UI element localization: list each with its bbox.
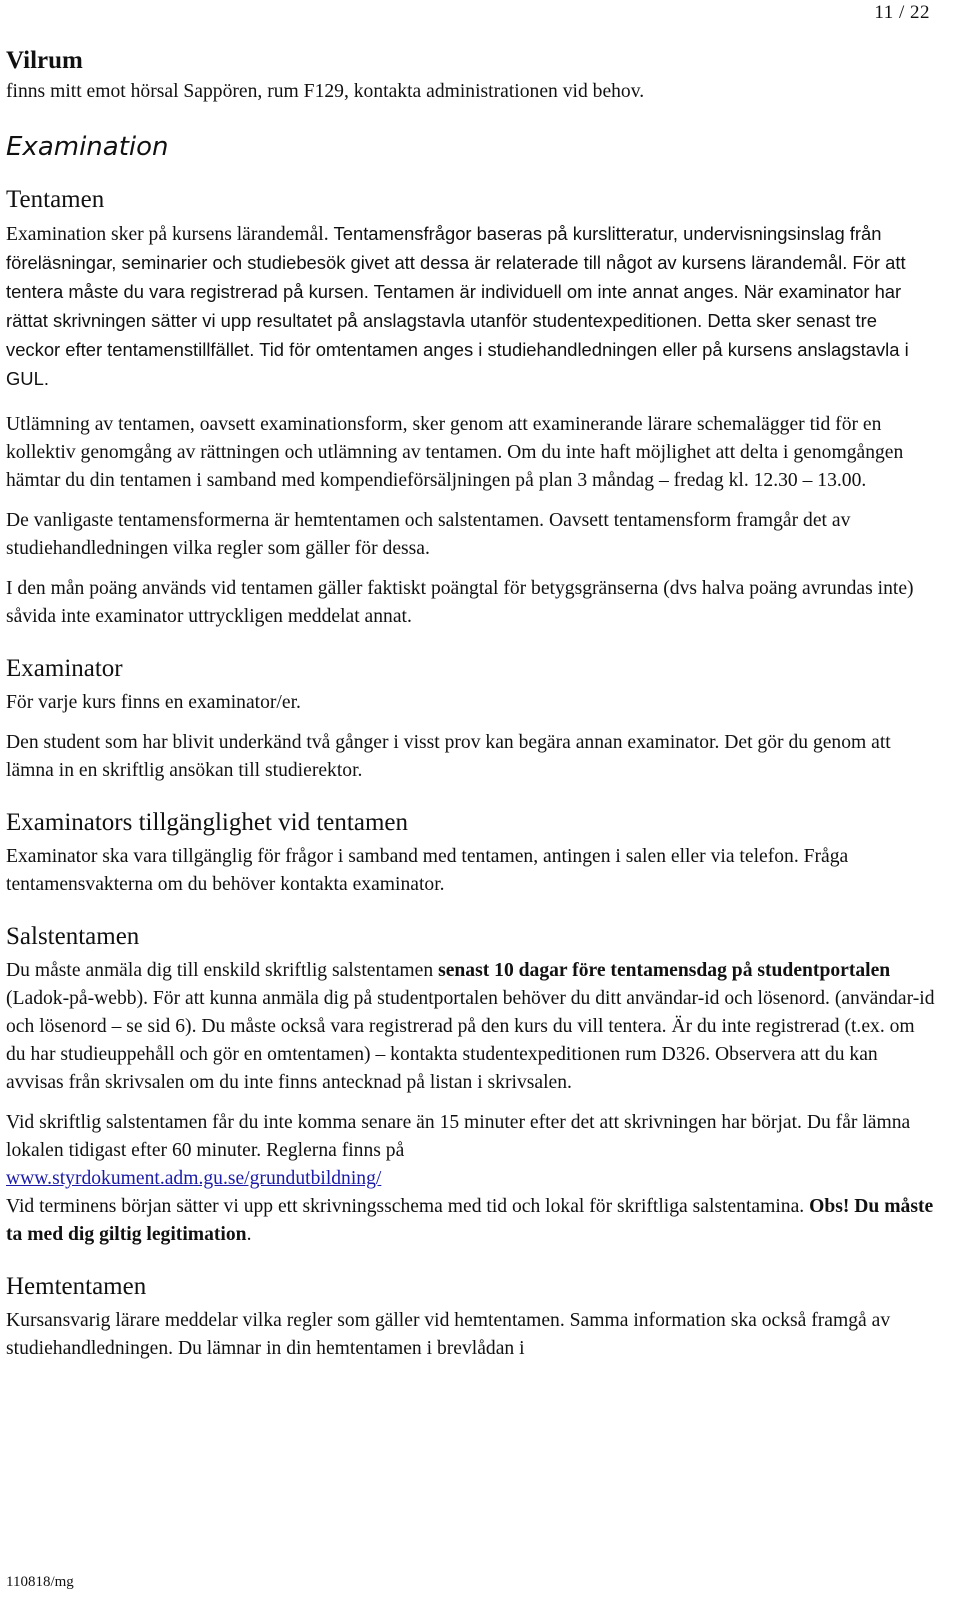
paragraph-hemtentamen: Kursansvarig lärare meddelar vilka regler som gäller vid hemtentamen. Samma information ska också framgå av studiehandledningen. Du lämnar in din hemtentamen i brevlådan i	[6, 1310, 891, 1359]
link-styrdokument[interactable]: www.styrdokument.adm.gu.se/grundutbildning/	[6, 1168, 382, 1189]
heading-tillganglighet: Examinators tillgänglighet vid tentamen	[6, 809, 408, 836]
text-segment: Vid terminens början sätter vi upp ett skrivningsschema med tid och lokal för skriftliga salstentamina.	[6, 1196, 810, 1217]
section-examinator	[6, 653, 936, 785]
paragraph-tentamen-3: De vanligaste tentamensformerna är hemtentamen och salstentamen. Oavsett tentamensform framgår det av studiehandledningen vilka regler som gäller för dessa.	[6, 510, 851, 559]
paragraph-examinator-1: För varje kurs finns en examinator/er.	[6, 692, 301, 713]
text-segment: Tentamensfrågor baseras på kurslitteratur, undervisningsinslag från föreläsningar, seminarier och studiebesök givet att dessa är relaterade till något av kursens lärandemål. För att tentera måste du vara registrerad på kursen. Tentamen är individuell om inte annat anges. När examinator har rättat skrivningen sätter vi upp resultatet på anslagstavla utanför studentexpeditionen. Detta sker senast tre veckor efter tentamenstillfället. Tid för omtentamen anges i studiehandledningen eller på kursens anslagstavla i GUL.	[6, 223, 909, 389]
paragraph-tentamen-4: I den mån poäng används vid tentamen gäller faktiskt poängtal för betygsgränserna (dvs halva poäng avrundas inte) såvida inte examinator uttryckligen meddelat annat.	[6, 578, 914, 627]
document-body	[6, 44, 936, 1363]
page-number: 11 / 22	[874, 2, 930, 23]
footer-code: 110818/mg	[6, 1574, 74, 1590]
text-segment: Examination sker på kursens lärandemål.	[6, 224, 334, 245]
paragraph-salstentamen-1	[6, 957, 936, 1097]
paragraph-examinator-2: Den student som har blivit underkänd två gånger i visst prov kan begära annan examinator. Det gör du genom att lämna in en skriftlig ansökan till studierektor.	[6, 732, 891, 781]
section-tillganglighet	[6, 807, 936, 899]
paragraph-tillganglighet: Examinator ska vara tillgänglig för frågor i samband med tentamen, antingen i salen eller via telefon. Fråga tentamensvakterna om du behöver kontakta examinator.	[6, 846, 849, 895]
text-segment: .	[246, 1224, 252, 1245]
text-segment: Du måste anmäla dig till enskild skriftlig salstentamen	[6, 960, 439, 981]
heading-examinator: Examinator	[6, 655, 123, 682]
text-segment: (Ladok-på-webb). För att kunna anmäla dig på studentportalen behöver du ditt användar-id och lösenord. (användar-id och lösenord – se sid 6). Du måste också vara registrerad på den kurs du vill tentera. Är du inte registrerad (t.ex. om du har studieuppehåll och gör en omtentamen) – kontakta studentexpeditionen rum D326. Observera att du kan avvisas från skrivsalen om du inte finns antecknad på listan i skrivsalen.	[6, 988, 935, 1093]
paragraph-vilrum: finns mitt emot hörsal Sappören, rum F129, kontakta administrationen vid behov.	[6, 81, 645, 102]
emphasis-legitimation: Obs! Du måste ta med dig giltig legitimation	[6, 1196, 934, 1245]
text-segment: Vid skriftlig salstentamen får du inte komma senare än 15 minuter efter det att skrivningen har börjat. Du får lämna lokalen tidigast efter 60 minuter. Reglerna finns på	[6, 1112, 911, 1161]
section-vilrum	[6, 44, 936, 106]
section-tentamen	[6, 184, 936, 631]
heading-hemtentamen: Hemtentamen	[6, 1273, 147, 1300]
heading-examination: Examination	[6, 132, 169, 162]
paragraph-tentamen-2: Utlämning av tentamen, oavsett examinationsform, sker genom att examinerande lärare schemalägger tid för en kollektiv genomgång av rättningen och utlämning av tentamen. Om du inte haft möjlighet att delta i genomgången hämtar du din tentamen i samband med kompendieförsäljningen på plan 3 måndag – fredag kl. 12.30 – 13.00.	[6, 414, 904, 491]
heading-vilrum: Vilrum	[6, 47, 83, 74]
section-salstentamen	[6, 921, 936, 1249]
section-hemtentamen	[6, 1271, 936, 1363]
paragraph-tentamen-1	[6, 220, 936, 394]
heading-tentamen: Tentamen	[6, 186, 105, 213]
emphasis-deadline: senast 10 dagar före tentamensdag på studentportalen	[438, 960, 891, 981]
paragraph-salstentamen-2	[6, 1109, 936, 1249]
heading-salstentamen: Salstentamen	[6, 923, 140, 950]
